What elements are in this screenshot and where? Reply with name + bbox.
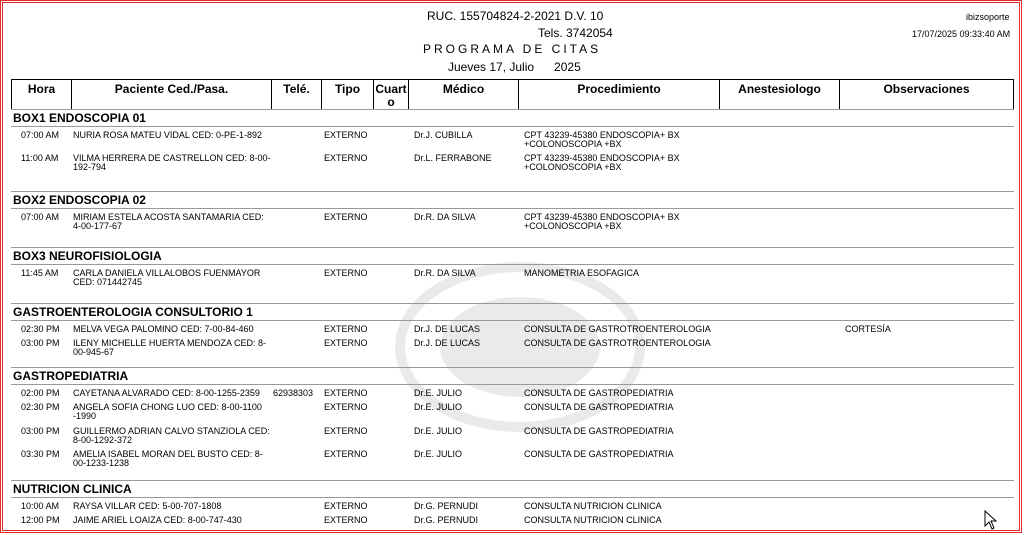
report-title: PROGRAMA DE CITAS bbox=[423, 42, 602, 56]
table-row: 03:00 PM GUILLERMO ADRIAN CALVO STANZIOLA CED: 8-00-1292-372 EXTERNO Dr.E. JULIO CONSULTA DE GASTROPEDIATRIA bbox=[21, 426, 674, 445]
section-header: NUTRICION CLINICA bbox=[11, 480, 1014, 498]
section-header: BOX2 ENDOSCOPIA 02 bbox=[11, 191, 1014, 209]
col-procedimiento: Procedimiento bbox=[519, 80, 720, 110]
table-row: 02:00 PM CAYETANA ALVARADO CED: 8-00-1255-2359 62938303 EXTERNO Dr.E. JULIO CONSULTA DE GASTROPEDIATRIA bbox=[21, 388, 674, 398]
print-timestamp: 17/07/2025 09:33:40 AM bbox=[912, 29, 1011, 39]
table-row: 02:30 PM ANGELA SOFIA CHONG LUO CED: 8-00-1100 -1990 EXTERNO Dr.E. JULIO CONSULTA DE GASTROPEDIATRIA bbox=[21, 402, 674, 421]
col-cuarto: Cuarto bbox=[374, 80, 409, 110]
table-row: 03:30 PM AMELIA ISABEL MORAN DEL BUSTO CED: 8-00-1233-1238 EXTERNO Dr.E. JULIO CONSULTA DE GASTROPEDIATRIA bbox=[21, 449, 674, 468]
table-row: 07:00 AM MIRIAM ESTELA ACOSTA SANTAMARIA CED: 4-00-177-67 EXTERNO Dr.R. DA SILVA CPT 43239-45380 ENDOSCOPIA+ BX +COLONOSCOPIA +BX bbox=[21, 212, 680, 231]
col-hora: Hora bbox=[12, 80, 72, 110]
section-header: BOX3 NEUROFISIOLOGIA bbox=[11, 247, 1014, 265]
table-row: 11:45 AM CARLA DANIELA VILLALOBOS FUENMAYOR CED: 071442745 EXTERNO Dr.R. DA SILVA MANOMETRIA ESOFAGICA bbox=[21, 268, 640, 287]
col-observaciones: Observaciones bbox=[840, 80, 1014, 110]
user-name: ibizsoporte bbox=[966, 12, 1010, 22]
col-paciente: Paciente Ced./Pasa. bbox=[72, 80, 272, 110]
schedule-content bbox=[11, 107, 1014, 528]
table-row: 02:30 PM MELVA VEGA PALOMINO CED: 7-00-84-460 EXTERNO Dr.J. DE LUCAS CONSULTA DE GASTROTROENTEROLOGIA CORTESÍA bbox=[21, 324, 891, 334]
col-tel: Telé. bbox=[272, 80, 322, 110]
ruc-text: RUC. 155704824-2-2021 D.V. 10 bbox=[427, 9, 604, 23]
section-header: GASTROPEDIATRIA bbox=[11, 367, 1014, 385]
col-anestesiologo: Anestesiologo bbox=[720, 80, 840, 110]
section-header: BOX1 ENDOSCOPIA 01 bbox=[11, 109, 1014, 127]
table-row: 03:00 PM ILENY MICHELLE HUERTA MENDOZA CED: 8-00-945-67 EXTERNO Dr.J. DE LUCAS CONSULTA DE GASTROTROENTEROLOGIA bbox=[21, 338, 711, 357]
table-row: 11:00 AM VILMA HERRERA DE CASTRELLON CED: 8-00-192-794 EXTERNO Dr.L. FERRABONE CPT 43239-45380 ENDOSCOPIA+ BX +COLONOSCOPIA +BX bbox=[21, 153, 680, 172]
section-header: GASTROENTEROLOGIA CONSULTORIO 1 bbox=[11, 303, 1014, 321]
col-tipo: Tipo bbox=[322, 80, 374, 110]
report-date: Jueves 17, Julio 2025 bbox=[448, 60, 581, 74]
table-row: 10:00 AM RAYSA VILLAR CED: 5-00-707-1808 EXTERNO Dr.G. PERNUDI CONSULTA NUTRICION CLINICA bbox=[21, 501, 662, 511]
table-header bbox=[11, 79, 1014, 110]
mouse-cursor-icon bbox=[984, 510, 998, 530]
col-medico: Médico bbox=[409, 80, 519, 110]
phone-text: Tels. 3742054 bbox=[538, 26, 613, 40]
table-row: 07:00 AM NURIA ROSA MATEU VIDAL CED: 0-PE-1-892 EXTERNO Dr.J. CUBILLA CPT 43239-45380 ENDOSCOPIA+ BX +COLONOSCOPIA +BX bbox=[21, 130, 680, 149]
table-row: 12:00 PM JAIME ARIEL LOAIZA CED: 8-00-747-430 EXTERNO Dr.G. PERNUDI CONSULTA NUTRICION CLINICA bbox=[21, 515, 662, 525]
